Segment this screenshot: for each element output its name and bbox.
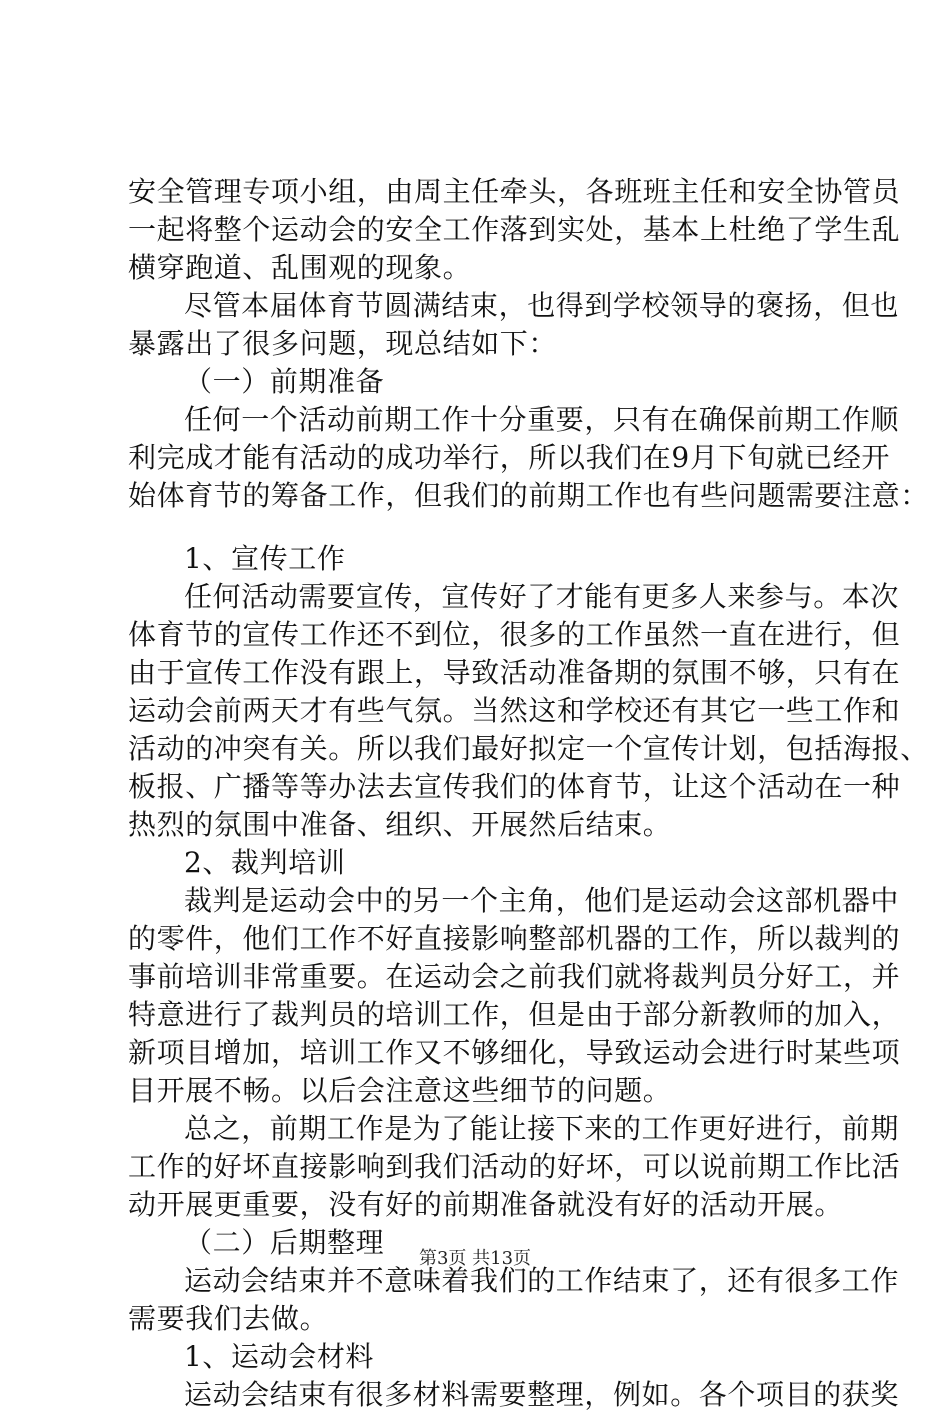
body-text: [128, 173, 929, 1414]
text-line: 一起将整个运动会的安全工作落到实处，基本上杜绝了学生乱: [128, 213, 901, 246]
text-line: 利完成才能有活动的成功举行，所以我们在9月下旬就已经开: [128, 441, 891, 474]
page-number-label: 第3页 共13页: [418, 1248, 532, 1269]
paragraph-start-line: 任何活动需要宣传，宣传好了才能有更多人来参与。本次: [184, 580, 900, 613]
text-line: 横穿跑道、乱围观的现象。: [128, 251, 472, 284]
paragraph-gap: [128, 515, 840, 540]
paragraph-start-line: 运动会结束并不意味着我们的工作结束了，还有很多工作: [184, 1264, 900, 1297]
text-line: 特意进行了裁判员的培训工作，但是由于部分新教师的加入，: [128, 998, 901, 1031]
text-line: 体育节的宣传工作还不到位，很多的工作虽然一直在进行，但: [128, 618, 901, 651]
text-line: 安全管理专项小组，由周主任牵头，各班班主任和安全协管员: [128, 175, 901, 208]
subheading-referee-training: 2、裁判培训: [184, 846, 346, 879]
text-line: 目开展不畅。以后会注意这些细节的问题。: [128, 1074, 672, 1107]
paragraph-start-line: 总之，前期工作是为了能让接下来的工作更好进行，前期: [184, 1112, 900, 1145]
text-line: 动开展更重要，没有好的前期准备就没有好的活动开展。: [128, 1188, 844, 1221]
text-line: 的零件，他们工作不好直接影响整部机器的工作，所以裁判的: [128, 922, 901, 955]
paragraph-start-line: 运动会结束有很多材料需要整理，例如。各个项目的获奖: [184, 1378, 900, 1411]
text-line: 新项目增加，培训工作又不够细化，导致运动会进行时某些项: [128, 1036, 901, 1069]
section-heading-post: （二）后期整理: [184, 1226, 385, 1259]
subheading-materials: 1、运动会材料: [184, 1340, 375, 1373]
text-line: 活动的冲突有关。所以我们最好拟定一个宣传计划，包括海报、: [128, 732, 929, 765]
text-line: 热烈的氛围中准备、组织、开展然后结束。: [128, 808, 672, 841]
page-footer: [0, 1247, 950, 1271]
paragraph-start-line: 裁判是运动会中的另一个主角，他们是运动会这部机器中: [184, 884, 900, 917]
text-line: 板报、广播等等办法去宣传我们的体育节，让这个活动在一种: [128, 770, 901, 803]
subheading-publicity: 1、宣传工作: [184, 542, 346, 575]
text-line: 始体育节的筹备工作，但我们的前期工作也有些问题需要注意：: [128, 479, 929, 512]
text-line: 事前培训非常重要。在运动会之前我们就将裁判员分好工，并: [128, 960, 901, 993]
paragraph-start-line: 尽管本届体育节圆满结束，也得到学校领导的褒扬，但也: [184, 289, 900, 322]
paragraph-start-line: 任何一个活动前期工作十分重要，只有在确保前期工作顺: [184, 403, 900, 436]
section-heading-prep: （一）前期准备: [184, 365, 385, 398]
text-line: 需要我们去做。: [128, 1302, 329, 1335]
text-line: 暴露出了很多问题，现总结如下：: [128, 327, 558, 360]
text-line: 由于宣传工作没有跟上，导致活动准备期的氛围不够，只有在: [128, 656, 901, 689]
text-line: 工作的好坏直接影响到我们活动的好坏，可以说前期工作比活: [128, 1150, 901, 1183]
text-line: 运动会前两天才有些气氛。当然这和学校还有其它一些工作和: [128, 694, 901, 727]
